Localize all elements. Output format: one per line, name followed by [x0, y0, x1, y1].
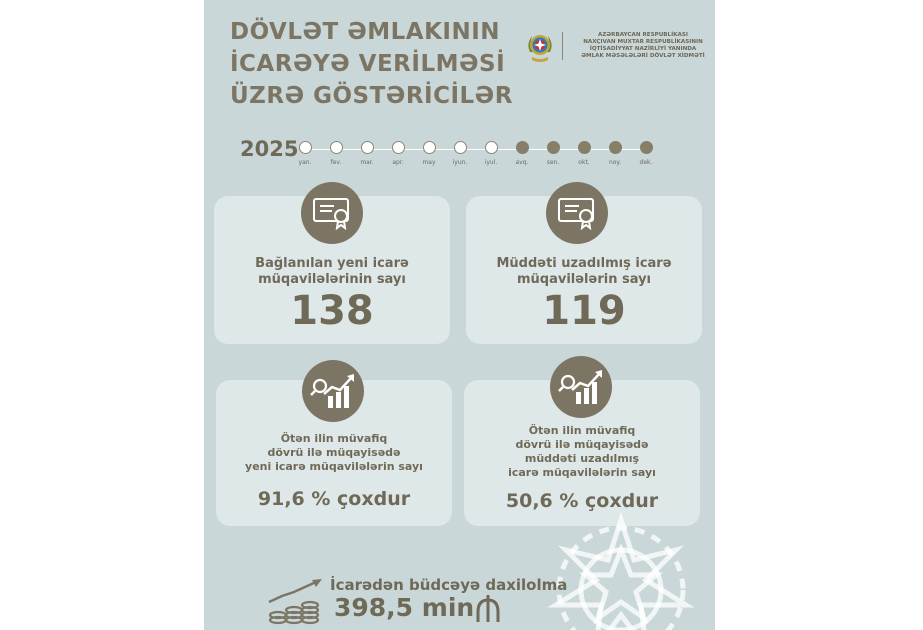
- timeline-year: 2025: [240, 137, 299, 161]
- timeline-month: [321, 141, 351, 166]
- timeline-month-label: may: [422, 159, 436, 166]
- extended-growth-icon-circle: [550, 356, 612, 418]
- title-line-3: ÜZRƏ GÖSTƏRİCİLƏR: [230, 83, 513, 109]
- ornament-pattern-icon: [526, 500, 715, 630]
- timeline-month-label: apr.: [392, 159, 404, 166]
- timeline-month-dot: [299, 141, 312, 154]
- timeline-month: [538, 141, 568, 166]
- timeline-month-label: dek.: [639, 159, 653, 166]
- title-line-1: DÖVLƏT ƏMLAKININ: [230, 19, 501, 45]
- timeline-month-dot: [547, 141, 560, 154]
- budget-value: 398,5 min: [334, 593, 475, 622]
- timeline-month-dot: [640, 141, 653, 154]
- extended-contracts-label-line-2: müqavilələrin sayı: [516, 272, 652, 287]
- new-growth-icon-circle: [302, 360, 364, 422]
- extended-growth-label: [464, 424, 700, 480]
- new-contracts-label: [214, 256, 450, 288]
- new-contracts-card: [214, 196, 450, 344]
- extended-growth-label-line-4: icarə müqavilələrin sayı: [508, 466, 656, 479]
- timeline-month-dot: [485, 141, 498, 154]
- timeline-month-dot: [423, 141, 436, 154]
- new-contracts-value: 138: [290, 288, 374, 334]
- new-growth-value: 91,6 % çoxdur: [257, 488, 411, 510]
- timeline-month-dot: [578, 141, 591, 154]
- new-growth-label-line-1: Ötən ilin müvafiq: [280, 432, 388, 445]
- timeline-month: [631, 141, 661, 166]
- extended-growth-label-line-1: Ötən ilin müvafiq: [528, 424, 636, 437]
- new-growth-label-line-2: dövrü ilə müqayisədə: [267, 446, 401, 459]
- org-line-3: İQTİSADİYYAT NAZİRLİYİ YANINDA: [589, 46, 697, 52]
- certificate-icon: [557, 196, 597, 230]
- timeline-month-label: okt.: [578, 159, 590, 166]
- growth-chart-icon: [310, 372, 356, 410]
- certificate-icon: [312, 196, 352, 230]
- new-growth-label: [216, 432, 452, 474]
- extended-growth-label-line-2: dövrü ilə müqayisədə: [515, 438, 649, 451]
- timeline-month: [445, 141, 475, 166]
- timeline-month-dot: [361, 141, 374, 154]
- timeline-month: [569, 141, 599, 166]
- timeline-month-label: mar.: [360, 159, 374, 166]
- title-line-2: İCARƏYƏ VERİLMƏSİ: [230, 51, 506, 77]
- coins-growth-icon: [266, 578, 328, 626]
- extended-growth-label-line-3: müddəti uzadılmış: [524, 452, 640, 465]
- infographic-poster: [204, 0, 715, 630]
- timeline-month-label: yan.: [298, 159, 312, 166]
- extended-growth-value: 50,6 % çoxdur: [505, 490, 659, 512]
- org-line-4: ƏMLAK MƏSƏLƏLƏRİ DÖVLƏT XİDMƏTİ: [581, 53, 705, 59]
- new-contracts-icon-circle: [301, 182, 363, 244]
- new-growth-label-line-3: yeni icarə müqavilələrin sayı: [245, 460, 423, 473]
- new-growth-card: [216, 380, 452, 526]
- timeline-month-label: noy.: [608, 159, 622, 166]
- extended-contracts-value: 119: [542, 288, 626, 334]
- extended-contracts-icon-circle: [546, 182, 608, 244]
- budget-label: İcarədən büdcəyə daxilolma: [330, 576, 568, 594]
- timeline-month-dot: [330, 141, 343, 154]
- timeline-month-label: sen.: [546, 159, 560, 166]
- timeline-month-label: iyul.: [484, 159, 498, 166]
- timeline-month: [600, 141, 630, 166]
- org-line-1: AZƏRBAYCAN RESPUBLİKASI: [598, 32, 688, 38]
- timeline-month: [383, 141, 413, 166]
- extended-contracts-card: [466, 196, 702, 344]
- timeline-month-dot: [392, 141, 405, 154]
- organization-name: [562, 32, 715, 60]
- new-contracts-label-line-2: müqavilələrinin sayı: [258, 272, 406, 287]
- timeline-month: [507, 141, 537, 166]
- org-line-2: NAXÇIVAN MUXTAR RESPUBLİKASININ: [583, 39, 703, 45]
- timeline-month-label: iyun.: [452, 159, 468, 166]
- extended-contracts-label: [466, 256, 702, 288]
- timeline-month-dot: [516, 141, 529, 154]
- page-title: [230, 16, 513, 112]
- timeline-month-dot: [609, 141, 622, 154]
- timeline-month-dot: [454, 141, 467, 154]
- timeline-month: [352, 141, 382, 166]
- extended-contracts-label-line-1: Müddəti uzadılmış icarə: [496, 256, 672, 271]
- new-contracts-label-line-1: Bağlanılan yeni icarə: [255, 256, 409, 271]
- timeline-month-label: avq.: [515, 159, 529, 166]
- growth-chart-icon: [558, 368, 604, 406]
- timeline-month: [414, 141, 444, 166]
- manat-icon: [475, 594, 501, 624]
- timeline-month: [290, 141, 320, 166]
- timeline-month-label: fev.: [330, 159, 342, 166]
- timeline-month: [476, 141, 506, 166]
- state-emblem-icon: [524, 30, 556, 64]
